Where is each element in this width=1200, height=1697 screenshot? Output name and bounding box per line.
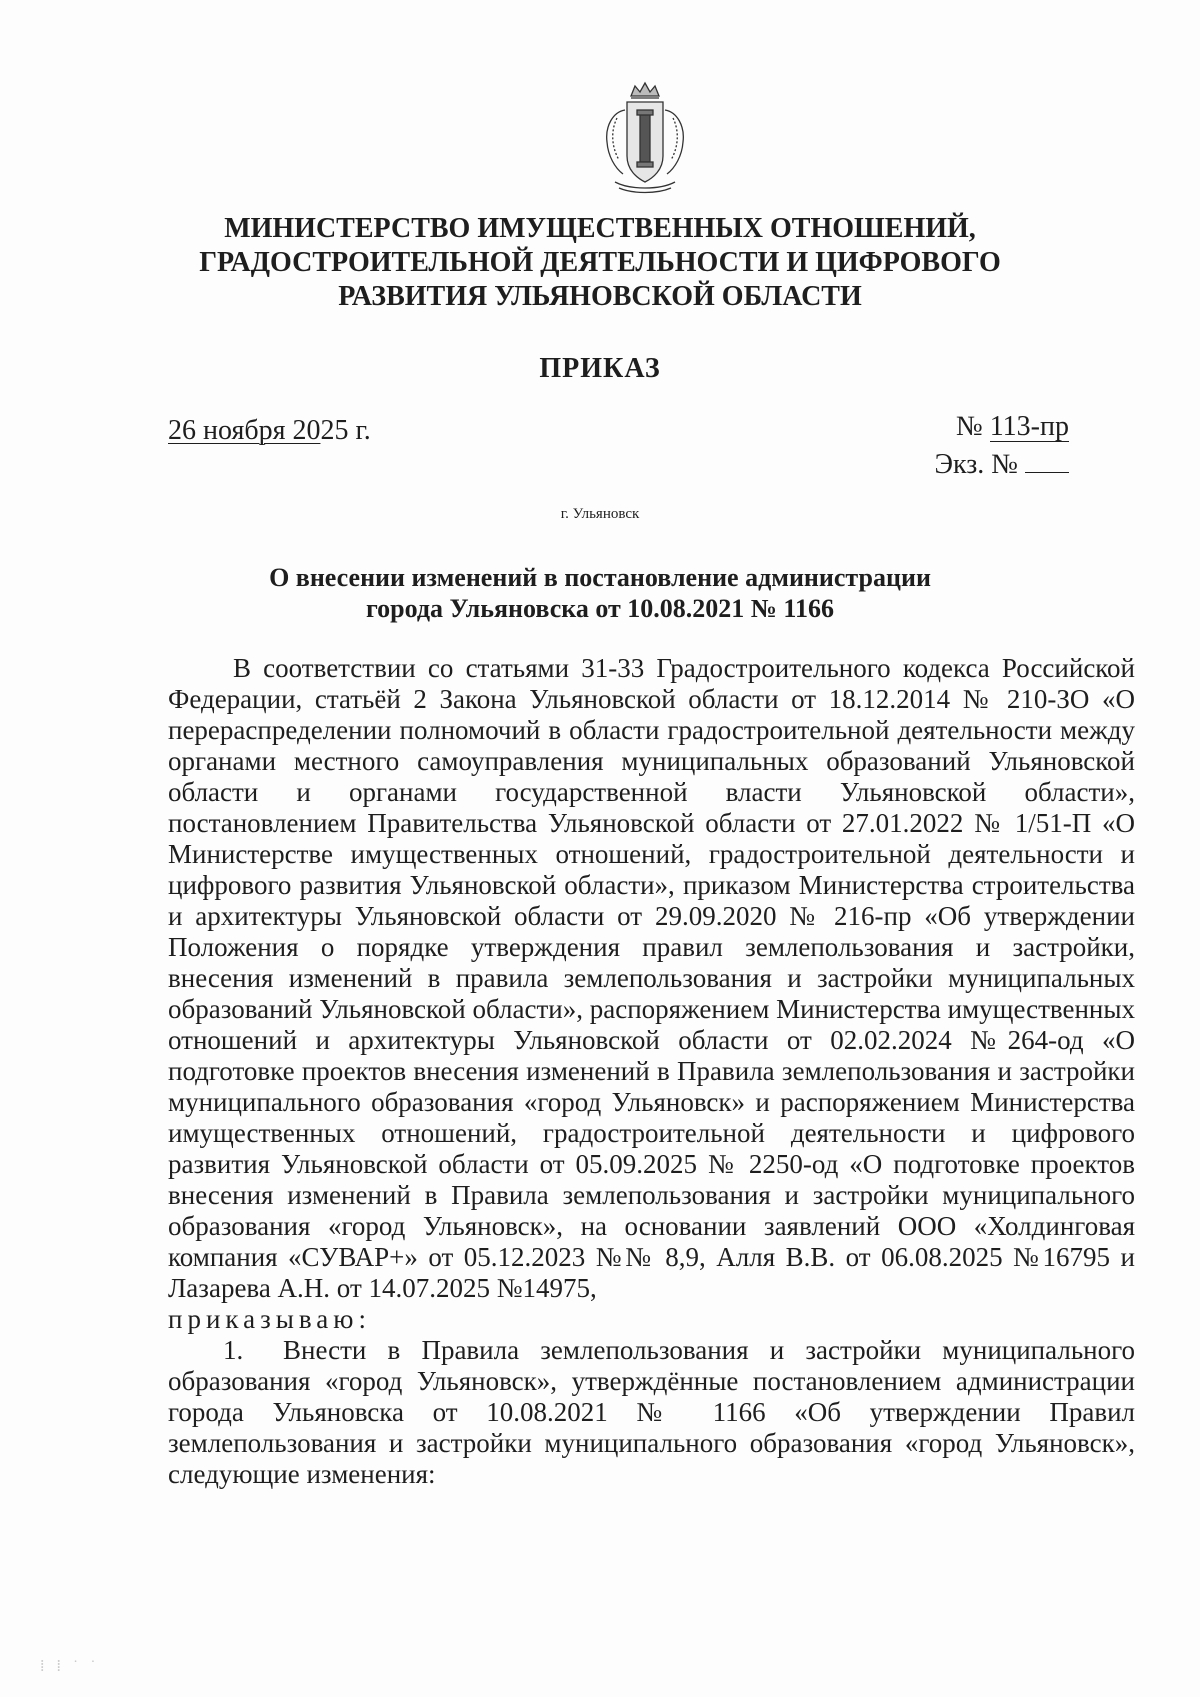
date-underlined-part: 26 ноября 20	[168, 415, 321, 446]
ministry-line: РАЗВИТИЯ УЛЬЯНОВСКОЙ ОБЛАСТИ	[338, 281, 862, 312]
number-value: 113-пр	[989, 411, 1069, 442]
subject-line: О внесении изменений в постановление администрации	[269, 563, 931, 592]
document-date	[168, 414, 371, 448]
ministry-line: ГРАДОСТРОИТЕЛЬНОЙ ДЕЯТЕЛЬНОСТИ И ЦИФРОВОГО	[199, 247, 1001, 278]
document-body	[168, 653, 1135, 1490]
item-text: Внести в Правила землепользования и застройки муниципального образования «город Ульяновск», утверждённые постановлением администрации города Ульяновска от 10.08.2021 № 1166 «Об утверждении Правил землепользования и застройки муниципального образования «город Ульяновск», следующие изменения:	[168, 1335, 1135, 1489]
document-subject	[150, 562, 1050, 624]
city-name: г. Ульяновск	[560, 506, 640, 522]
ministry-name	[150, 212, 1050, 314]
copy-number-blank	[1025, 448, 1069, 473]
list-item	[168, 1335, 1135, 1490]
order-word: приказываю:	[168, 1304, 371, 1334]
document-number	[956, 410, 1069, 444]
ministry-line: МИНИСТЕРСТВО ИМУЩЕСТВЕННЫХ ОТНОШЕНИЙ,	[224, 213, 976, 244]
preamble-paragraph: В соответствии со статьями 31-33 Градостроительного кодекса Российской Федерации, статьёй 2 Закона Ульяновской области от 18.12.2014 № 210-ЗО «О перераспределении полномочий в области градостроительной деятельности между органами местного самоуправления муниципальных образований Ульяновской области и органами государственной власти Ульяновской области», постановлением Правительства Ульяновской области от 27.01.2022 № 1/51-П «О Министерстве имущественных отношений, градостроительной деятельности и цифрового развития Ульяновской области», приказом Министерства строительства и архитектуры Ульяновской области от 29.09.2020 № 216-пр «Об утверждении Положения о порядке утверждения правил землепользования и застройки, внесения изменений в правила землепользования и застройки муниципальных образований Ульяновской области», распоряжением Министерства имущественных отношений и архитектуры Ульяновской области от 02.02.2024 №264-од «О подготовке проектов внесения изменений в Правила землепользования и застройки муниципального образования «город Ульяновск» и распоряжением Министерства имущественных отношений, градостроительной деятельности и цифрового развития Ульяновской области от 05.09.2025 № 2250-од «О подготовке проектов внесения изменений в Правила землепользования и застройки муниципального образования «город Ульяновск», на основании заявлений ООО «Холдинговая компания «СУВАР+» от 05.12.2023 №№ 8,9, Алля В.В. от 06.08.2025 №16795 и Лазарева А.Н. от 14.07.2025 №14975,	[168, 653, 1135, 1303]
document-type-title: ПРИКАЗ	[539, 353, 661, 384]
item-number: 1.	[223, 1335, 244, 1365]
number-label: №	[956, 411, 983, 442]
date-rest-part: 25 г.	[320, 415, 371, 446]
coat-of-arms-icon	[595, 78, 695, 198]
subject-line: города Ульяновска от 10.08.2021 № 1166	[365, 594, 834, 623]
copy-label: Экз. №	[934, 449, 1018, 480]
order-word-paragraph	[168, 1304, 1135, 1335]
copy-number	[935, 448, 1070, 482]
scan-artifact-marks: ⁞ ⁞ ˙ ˙	[40, 1658, 100, 1675]
